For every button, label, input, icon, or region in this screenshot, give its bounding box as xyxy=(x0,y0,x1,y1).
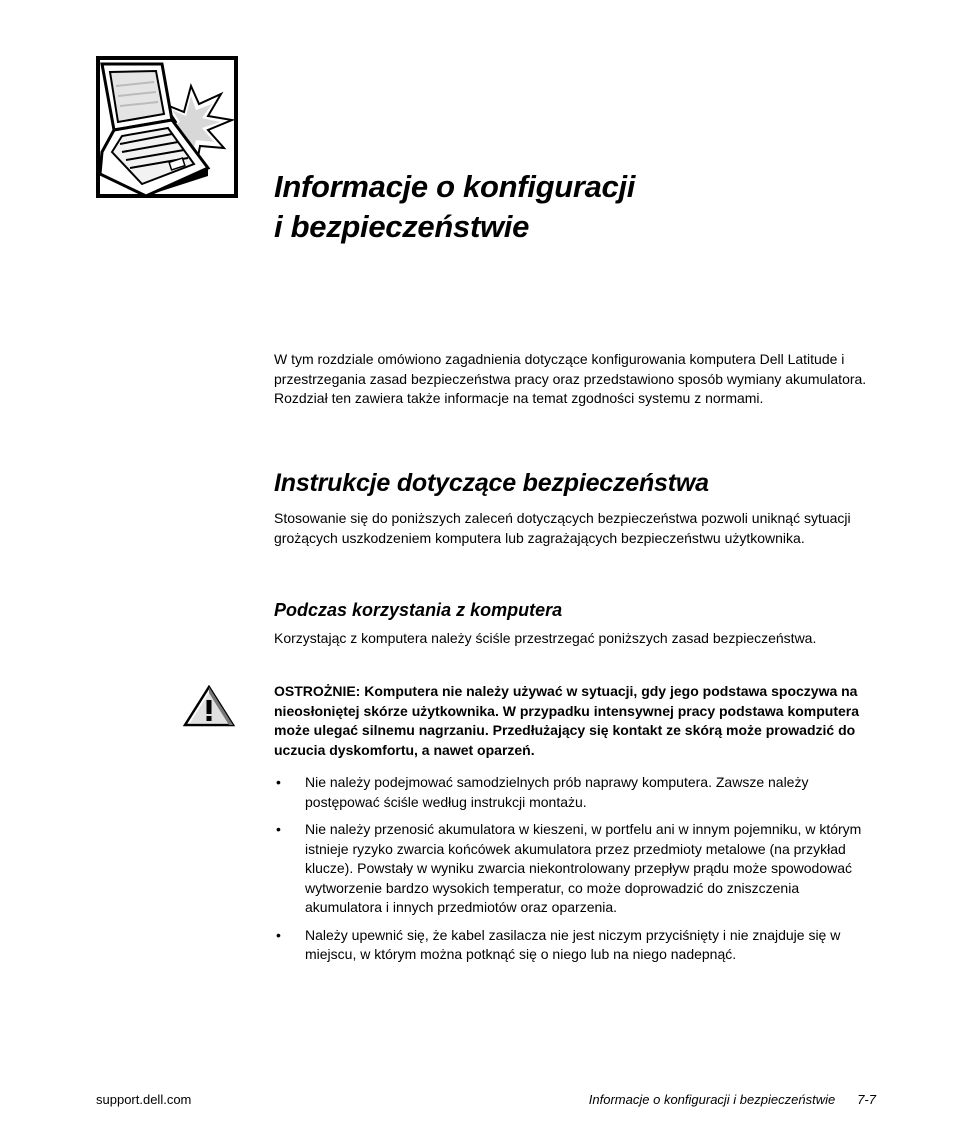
intro-paragraph: W tym rozdziale omówiono zagadnienia dotyczące konfigurowania komputera Dell Latitude i przestrzegania zasad bezpieczeństwa pracy oraz przedstawiono sposób wymiany akumulatora. Rozdział ten zawiera także informacje na temat zgodności systemu z normami. xyxy=(274,351,867,406)
safety-bullet-list xyxy=(274,773,878,973)
footer-website: support.dell.com xyxy=(96,1092,192,1107)
chapter-title xyxy=(274,167,874,247)
list-item-text: Nie należy przenosić akumulatora w kieszeni, w portfelu ani w innym pojemniku, w którym istnieje ryzyko zwarcia końcówek akumulatora przez przedmioty metalowe (na przykład klucze). Powstały w wyniku zwarcia niekontrolowany przepływ prądu może spowodować wytworzenie bardzo wysokich temperatur, co może doprowadzić do zniszczenia akumulatora i innych przedmiotów oraz oparzenia. xyxy=(305,821,862,915)
footer-running-title xyxy=(589,1092,876,1108)
list-item xyxy=(274,926,878,965)
bullet-icon: • xyxy=(276,774,281,790)
subsection-heading: Podczas korzystania z komputera xyxy=(274,600,563,620)
list-item-text: Nie należy podejmować samodzielnych prób naprawy komputera. Zawsze należy postępować ściśle według instrukcji montażu. xyxy=(305,774,809,810)
bullet-icon: • xyxy=(276,926,281,943)
section-heading: Instrukcje dotyczące bezpieczeństwa xyxy=(274,469,709,497)
chapter-title-line-2: i bezpieczeństwie xyxy=(274,209,530,244)
bullet-icon: • xyxy=(276,821,281,837)
caution-text: OSTROŻNIE: Komputera nie należy używać w sytuacji, gdy jego podstawa spoczywa na nieosłoniętej skórze użytkownika. W przypadku intensywnej pracy podstawa komputera może ulegać silnemu nagrzaniu. Przedłużający się kontakt ze skórą może prowadzić do uczucia dyskomfortu, a nawet oparzeń. xyxy=(274,683,860,758)
section-paragraph: Stosowanie się do poniższych zaleceń dotyczących bezpieczeństwa pozwoli uniknąć sytuacji grożących uszkodzeniem komputera lub zagrażających bezpieczeństwu użytkownika. xyxy=(274,510,851,546)
caution-warning-icon xyxy=(183,685,235,727)
list-item xyxy=(274,820,878,918)
footer-chapter-title: Informacje o konfiguracji i bezpieczeństwie xyxy=(588,1092,836,1107)
page-number: 7-7 xyxy=(857,1092,876,1107)
laptop-illustration-icon xyxy=(96,56,238,198)
list-item xyxy=(274,773,878,812)
subsection-paragraph: Korzystając z komputera należy ściśle przestrzegać poniższych zasad bezpieczeństwa. xyxy=(274,630,817,646)
list-item-text: Należy upewnić się, że kabel zasilacza nie jest niczym przyciśnięty i nie znajduje się w miejscu, w którym można potknąć się o niego lub na niego nadepnąć. xyxy=(305,926,841,962)
chapter-title-line-1: Informacje o konfiguracji xyxy=(274,169,636,204)
